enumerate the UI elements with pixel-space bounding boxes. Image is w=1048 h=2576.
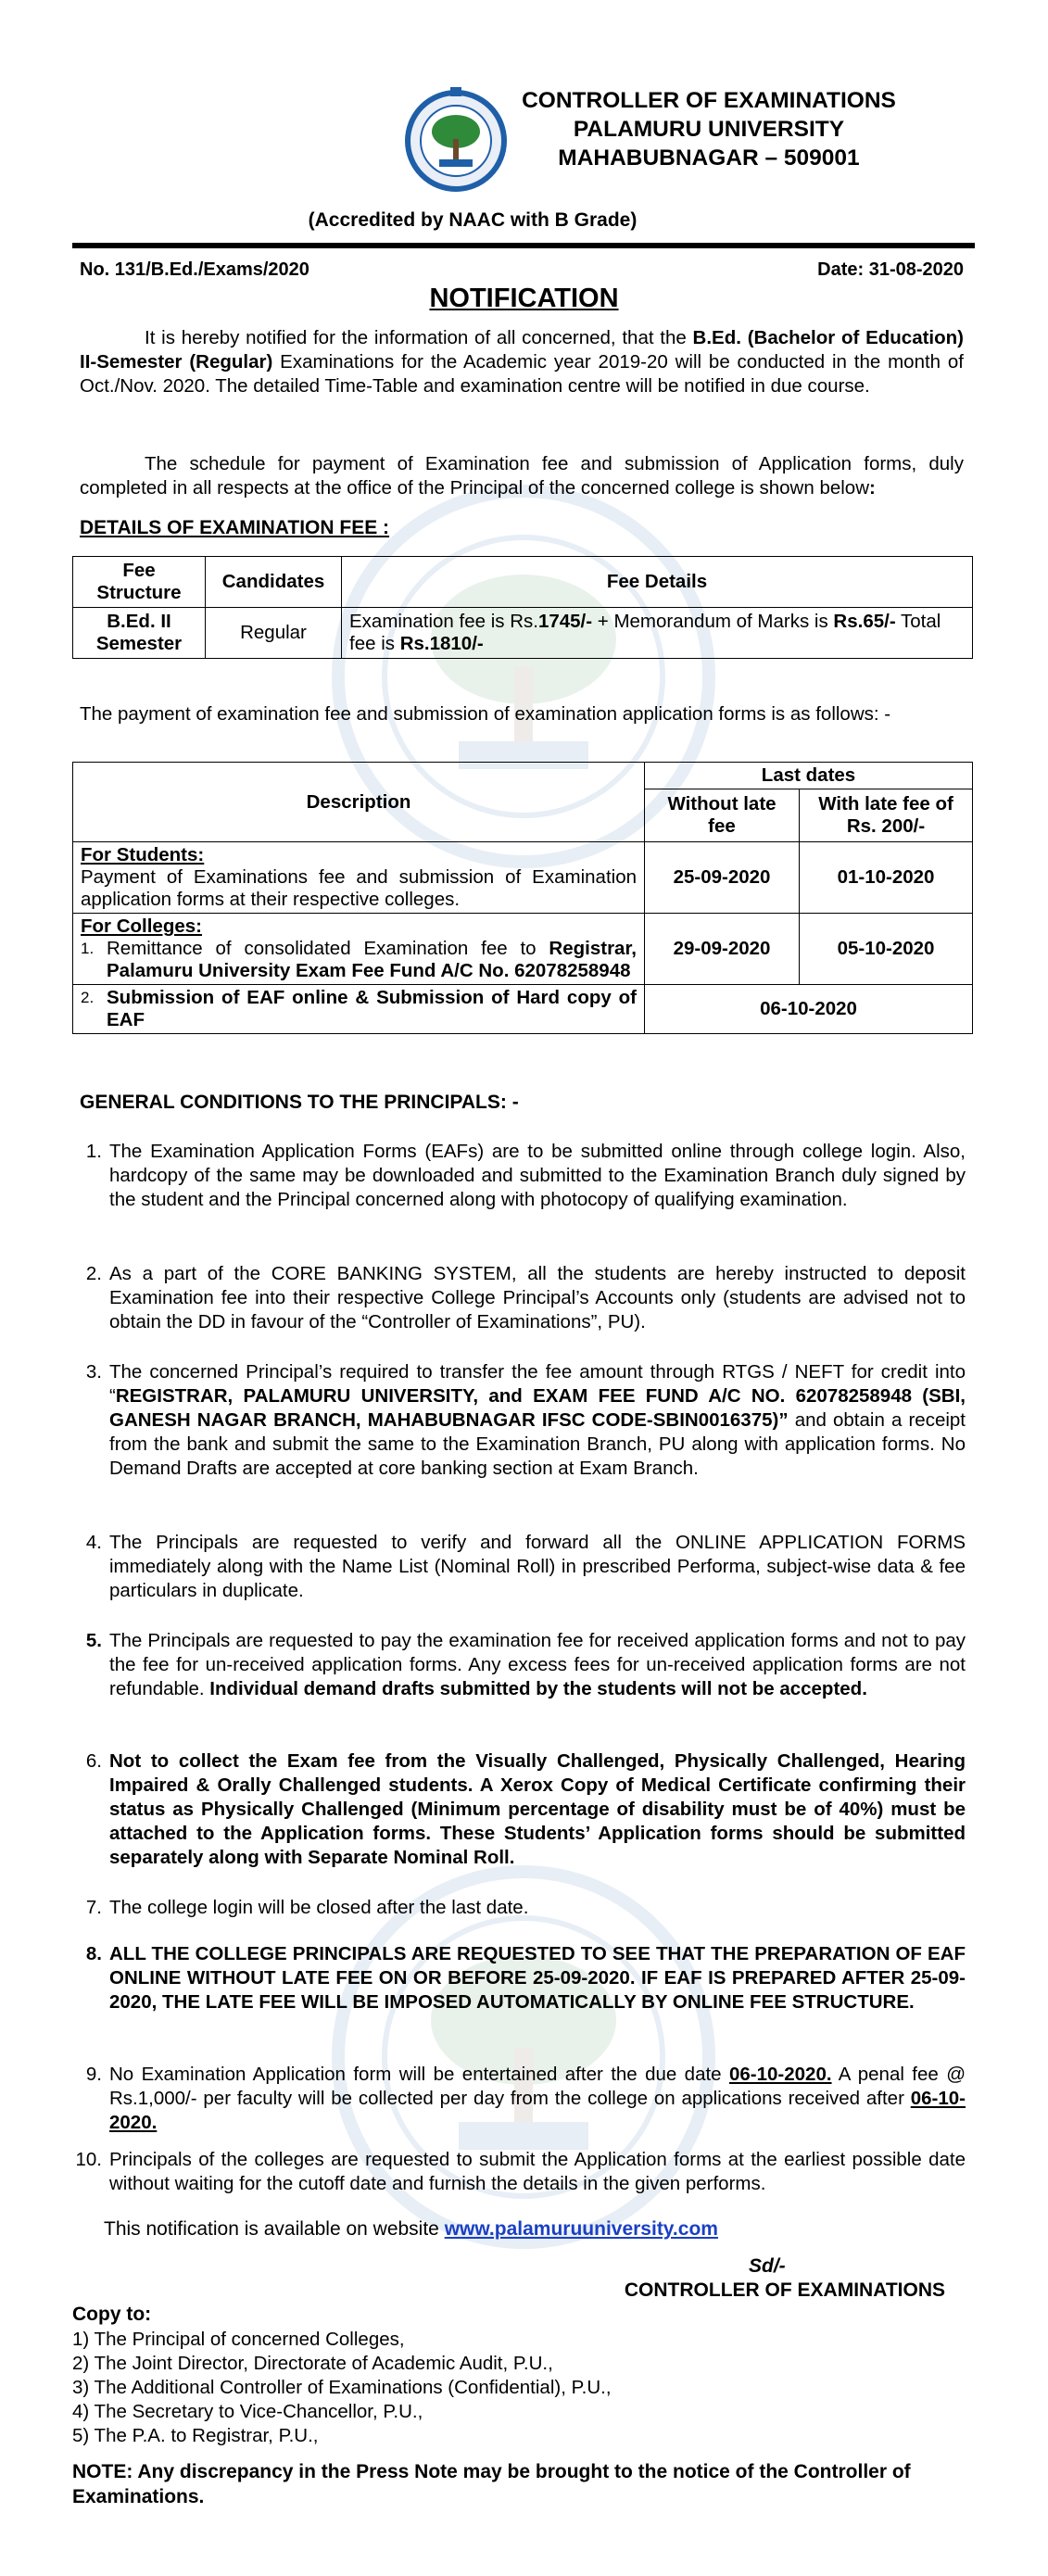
fee-table [72, 556, 973, 659]
condition-item: 8. ALL THE COLLEGE PRINCIPALS ARE REQUESTED TO SEE THAT THE PREPARATION OF EAF ONLINE WITHOUT LATE FEE ON OR BEFORE 25-09-2020. IF EAF IS PREPARED AFTER 25-09-2020, THE LATE FEE WILL BE IMPOSED AUTOMATICALLY BY ONLINE FEE STRUCTURE. [85, 1943, 966, 2013]
org-name-block [505, 86, 913, 172]
colleges-date-without-late: 29-09-2020 [645, 914, 800, 985]
org-line-2: PALAMURU UNIVERSITY [573, 117, 845, 142]
reference-date: Date: 31-08-2020 [817, 259, 964, 280]
copy-to-heading: Copy to: [72, 2304, 152, 2325]
fee-structure-cell: B.Ed. II Semester [73, 608, 206, 659]
condition-item: 5. The Principals are requested to pay the examination fee for received application forms and not to pay the fee for un-received application forms. Any excess fees for un-received application forms are not refundable. Individual demand drafts submitted by the students will not be accepted. [85, 1630, 966, 1699]
condition-item: 4. The Principals are requested to verify and forward all the ONLINE APPLICATION FORMS immediately along with the Name List (Nominal Roll) in prescribed Performa, subject-wise data & fee particulars in duplicate. [85, 1532, 966, 1601]
table-row [73, 608, 973, 659]
conditions-title: GENERAL CONDITIONS TO THE PRINCIPALS: - [80, 1092, 519, 1113]
condition-item: 2. As a part of the CORE BANKING SYSTEM, all the students are hereby instructed to deposit Examination fee into their respective College Principal’s Accounts only (students are advised not to obtain the DD in favour of the “Controller of Examinations”, PU). [85, 1263, 966, 1332]
list-item: 2) The Joint Director, Directorate of Academic Audit, P.U., [72, 2353, 553, 2374]
eaf-submission-date: 06-10-2020 [645, 985, 973, 1034]
org-line-1: CONTROLLER OF EXAMINATIONS [522, 88, 896, 113]
eaf-submission-text: Submission of EAF online & Submission of Hard copy of EAF [107, 987, 637, 1030]
students-text: Payment of Examinations fee and submission of Examination application forms at their respective colleges. [81, 866, 637, 910]
page-title: NOTIFICATION [429, 284, 619, 313]
schedule-table [72, 762, 973, 1034]
signature-mark: Sd/- [749, 2255, 786, 2277]
university-emblem-icon [404, 85, 508, 198]
signatory-title: CONTROLLER OF EXAMINATIONS [624, 2279, 945, 2301]
footer-note: NOTE: Any discrepancy in the Press Note may be brought to the notice of the Controller of Examinations. [72, 2461, 911, 2507]
condition-item: 3. The concerned Principal’s required to transfer the fee amount through RTGS / NEFT for credit into “REGISTRAR, PALAMURU UNIVERSITY, and EXAM FEE FUND A/C NO. 62078258948 (SBI, GANESH NAGAR BRANCH, MAHABUBNAGAR IFSC CODE-SBIN0016375)” and obtain a receipt from the bank and submit the same to the Examination Branch, PU along with application forms. No Demand Drafts are accepted at core banking section at Exam Branch. [85, 1361, 966, 1479]
colleges-item-1: Remittance of consolidated Examination fee to Registrar, Palamuru University Exam Fee Fund A/C No. 62078258948 [107, 938, 637, 981]
condition-item: 1. The Examination Application Forms (EAFs) are to be submitted online through college login. Also, hardcopy of the same may be downloaded and submitted to the Examination Branch duly signed by the student and the Principal concerned along with photocopy of qualifying examination. [85, 1141, 966, 1210]
accreditation-text: (Accredited by NAAC with B Grade) [308, 209, 638, 231]
schedule-intro: The payment of examination fee and submission of examination application forms is as follows: - [80, 703, 891, 725]
intro-paragraph-2: The schedule for payment of Examination fee and submission of Application forms, duly completed in all respects at the office of the Principal of the concerned college is shown below: [80, 453, 964, 499]
condition-item: 10. Principals of the colleges are requested to submit the Application forms at the earliest possible date without waiting for the cutoff date and furnish the details in the given performs. [75, 2149, 966, 2194]
list-item: 4) The Secretary to Vice-Chancellor, P.U., [72, 2401, 423, 2422]
list-item: 3) The Additional Controller of Examinations (Confidential), P.U., [72, 2377, 612, 2398]
col-header-last-dates: Last dates [645, 763, 973, 789]
table-row [73, 842, 973, 914]
candidates-cell: Regular [206, 608, 342, 659]
students-title: For Students: [81, 844, 205, 865]
col-header-candidates: Candidates [206, 557, 342, 608]
condition-item: 9. No Examination Application form will be entertained after the due date 06-10-2020. A penal fee @ Rs.1,000/- per faculty will be collected per day from the college on applications received after 06-10-2020. [85, 2064, 966, 2133]
colleges-description: For Colleges: 1. Remittance of consolidated Examination fee to Registrar, Palamuru University Exam Fee Fund A/C No. 62078258948 [73, 914, 645, 985]
fee-section-heading: DETAILS OF EXAMINATION FEE : [80, 517, 390, 538]
students-date-with-late: 01-10-2020 [800, 842, 973, 914]
header-divider [72, 243, 975, 248]
colleges-date-with-late: 05-10-2020 [800, 914, 973, 985]
website-link[interactable]: www.palamuruuniversity.com [444, 2218, 718, 2240]
table-row [73, 914, 973, 985]
list-item: 1) The Principal of concerned Colleges, [72, 2329, 405, 2350]
students-date-without-late: 25-09-2020 [645, 842, 800, 914]
condition-item: 6. Not to collect the Exam fee from the Visually Challenged, Physically Challenged, Hearing Impaired & Orally Challenged students. A Xerox Copy of Medical Certificate confirming their status as Physically Challenged (Minimum percentage of disability must be of 40%) must be attached to the Application forms. These Students’ Application forms should be submitted separately along with Separate Nominal Roll. [85, 1750, 966, 1868]
condition-item: 7. The college login will be closed after the last date. [85, 1897, 529, 1918]
eaf-submission-description: 2. Submission of EAF online & Submission of Hard copy of EAF [73, 985, 645, 1034]
table-row [73, 985, 973, 1034]
org-line-3: MAHABUBNAGAR – 509001 [558, 145, 860, 170]
fee-details-cell: Examination fee is Rs.1745/- + Memorandum of Marks is Rs.65/- Total fee is Rs.1810/- [342, 608, 973, 659]
col-header-fee-structure: Fee Structure [73, 557, 206, 608]
website-line: This notification is available on website www.palamuruuniversity.com [104, 2218, 718, 2240]
reference-number: No. 131/B.Ed./Exams/2020 [80, 259, 309, 280]
col-header-without-late-fee: Without late fee [645, 789, 800, 842]
col-header-with-late-fee: With late fee of Rs. 200/- [800, 789, 973, 842]
col-header-fee-details: Fee Details [342, 557, 973, 608]
students-description [73, 842, 645, 914]
col-header-description: Description [73, 763, 645, 842]
copy-to-list [72, 2328, 612, 2448]
fee-table-header [73, 557, 973, 608]
colleges-title: For Colleges: [81, 915, 202, 937]
intro-paragraph-1: It is hereby notified for the information of all concerned, that the B.Ed. (Bachelor of Education) II-Semester (Regular) Examinations for the Academic year 2019-20 will be conducted in the month of Oct./Nov. 2020. The detailed Time-Table and examination centre will be notified in due course. [80, 327, 965, 397]
list-item: 5) The P.A. to Registrar, P.U., [72, 2425, 319, 2446]
